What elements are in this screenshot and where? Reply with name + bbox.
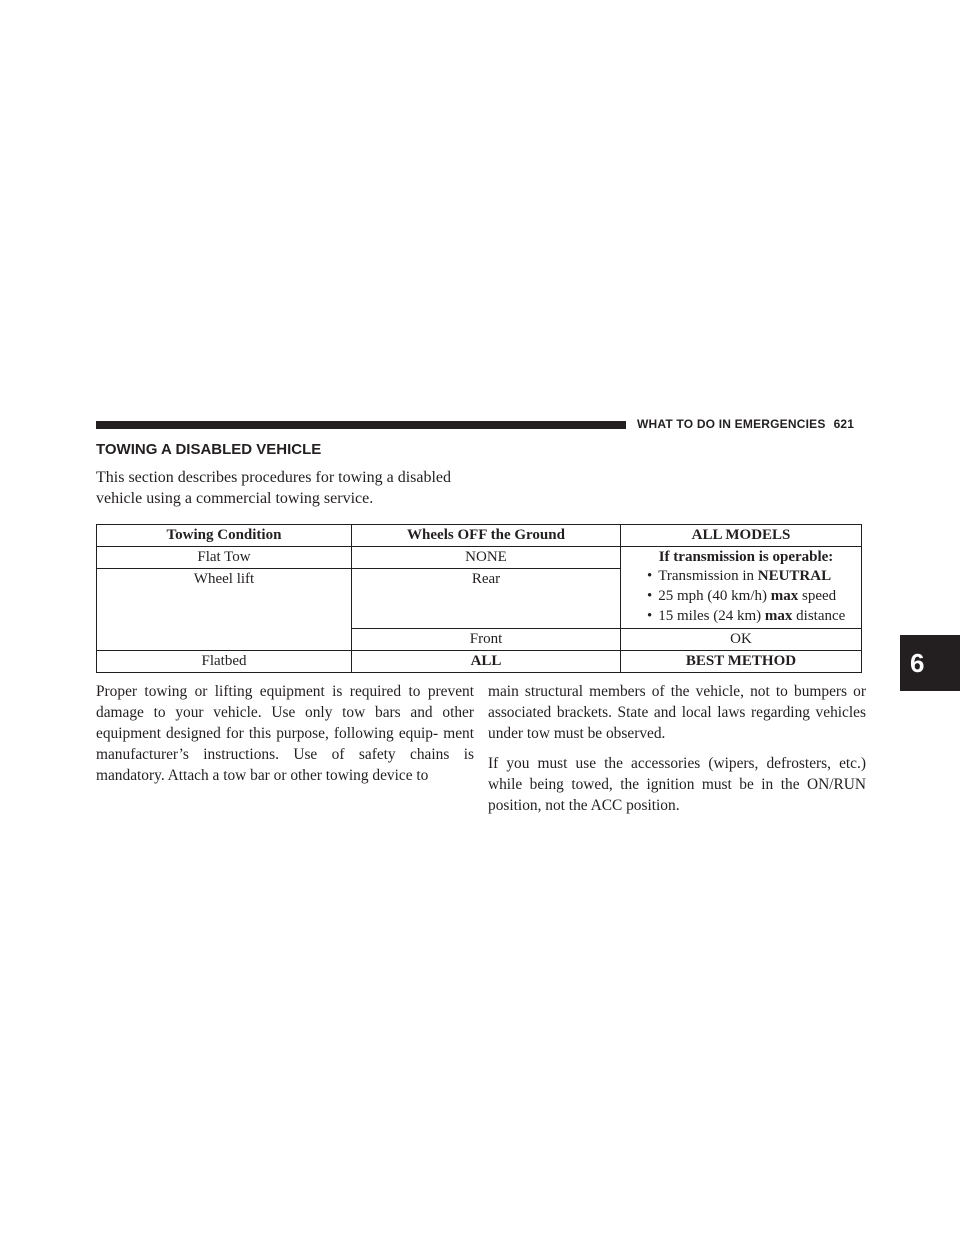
col-header-towing-condition: Towing Condition: [97, 525, 352, 547]
table-header-row: [97, 525, 862, 547]
section-title: TOWING A DISABLED VEHICLE: [96, 441, 322, 458]
cell-all-models: BEST METHOD: [621, 651, 862, 673]
towing-table: [96, 524, 862, 673]
intro-paragraph: This section describes procedures for towing a disabled vehicle using a commercial towing service.: [96, 469, 452, 507]
operable-note-title: If transmission is operable:: [658, 549, 834, 565]
col-header-all-models: ALL MODELS: [621, 525, 862, 547]
body-column-left: [96, 681, 474, 795]
body-column-right: [488, 681, 866, 825]
cell-wheels: Front: [352, 629, 621, 651]
list-item: • 25 mph (40 km/h) max speed: [647, 586, 855, 606]
cell-condition: Wheel lift: [97, 569, 352, 651]
col-header-wheels-off: Wheels OFF the Ground: [352, 525, 621, 547]
body-paragraph: If you must use the accessories (wipers, defrosters, etc.) while being towed, the ignition must be in the ON/RUN position, not the ACC position.: [488, 755, 866, 814]
chapter-tab: 6: [900, 635, 960, 691]
table-row: [97, 651, 862, 673]
table-row: [97, 547, 862, 569]
cell-condition: Flatbed: [97, 651, 352, 673]
cell-wheels: Rear: [352, 569, 621, 629]
running-header: [637, 417, 854, 431]
cell-operable-note: [621, 547, 862, 629]
operable-note-list: [637, 566, 855, 626]
header-rule: [96, 421, 626, 429]
list-item: • Transmission in NEUTRAL: [647, 566, 855, 586]
page-number: 621: [833, 417, 855, 431]
body-paragraph: Proper towing or lifting equipment is required to prevent damage to your vehicle. Use only tow bars and other equipment designed for this purpose, following equip- ment manufacturer’s instructions. Use of safety chains is mandatory. Attach a tow bar or other towing device to: [96, 683, 474, 784]
cell-condition: Flat Tow: [97, 547, 352, 569]
cell-wheels: NONE: [352, 547, 621, 569]
cell-wheels: ALL: [352, 651, 621, 673]
header-section-title: WHAT TO DO IN EMERGENCIES: [637, 417, 826, 431]
cell-all-models: OK: [621, 629, 862, 651]
body-paragraph: main structural members of the vehicle, not to bumpers or associated brackets. State and local laws regarding vehicles under tow must be observed.: [488, 683, 866, 742]
list-item: • 15 miles (24 km) max distance: [647, 606, 855, 626]
